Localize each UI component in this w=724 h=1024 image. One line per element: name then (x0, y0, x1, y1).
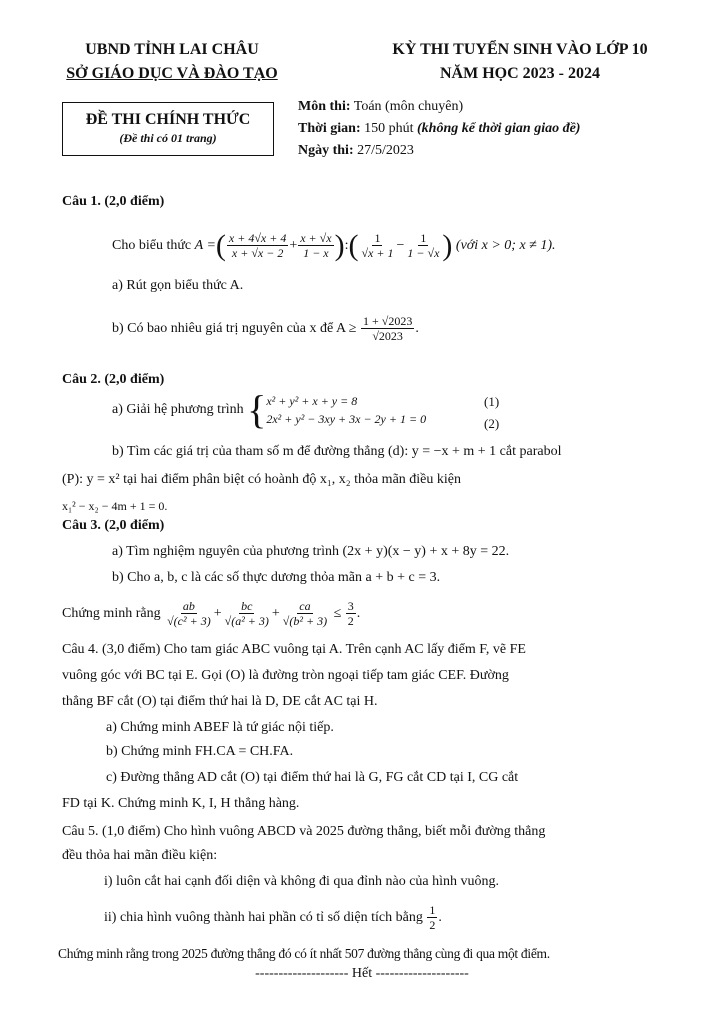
q2-b-line3: x₁² − x₂ − 4m + 1 = 0. (62, 499, 168, 513)
q1-b-text: b) Có bao nhiêu giá trị nguyên của x để A ≥ (112, 321, 357, 336)
q2-a-text: a) Giải hệ phương trình (112, 402, 244, 418)
q4-part-b: b) Chứng minh FH.CA = CH.FA. (106, 744, 294, 759)
q4-part-a: a) Chứng minh ABEF là tứ giác nội tiếp. (106, 720, 334, 735)
q1-part-b: b) Có bao nhiêu giá trị nguyên của x để A ≥ $\frac{1 + √2023}{√2023}$ . (112, 314, 419, 344)
q1-part-a: a) Rút gọn biểu thức A. (112, 278, 244, 293)
school-year: NĂM HỌC 2023 - 2024 (440, 65, 600, 82)
q1-intro: Cho biểu thức (112, 238, 192, 253)
q4-part-c1: c) Đường thẳng AD cắt (O) tại điểm thứ hai là G, FG cắt CD tại I, CG cắt (106, 770, 519, 785)
subject-value: Toán (môn chuyên) (353, 99, 464, 114)
q5-line1: Câu 5. (1,0 điểm) Cho hình vuông ABCD và 2025 đường thẳng, biết mỗi đường thẳng (62, 824, 546, 839)
header-right (350, 38, 690, 86)
exam-title: KỲ THI TUYỂN SINH VÀO LỚP 10 (392, 41, 648, 58)
q5-cond-i: i) luôn cắt hai cạnh đối diện và không đi qua đỉnh nào của hình vuông. (104, 874, 500, 889)
q2-part-a: a) Giải hệ phương trình { x² + y² + x + y = 8 2x² + y² − 3xy + 3x − 2y + 1 = 0 (112, 387, 427, 432)
header-left (52, 38, 292, 86)
q1-title: Câu 1. (2,0 điểm) (62, 194, 165, 209)
q5-cond-ii-text: ii) chia hình vuông thành hai phần có tỉ số diện tích bằng (104, 910, 423, 925)
exam-meta (298, 96, 580, 162)
official-exam-box (62, 102, 274, 156)
q3-prove-text: Chứng minh rằng (62, 606, 161, 621)
q1-condition: (với x > 0; x ≠ 1). (455, 238, 556, 253)
date-value: 27/5/2023 (357, 143, 414, 158)
department-name: SỞ GIÁO DỤC VÀ ĐÀO TẠO (66, 65, 278, 82)
q5-line2: đều thỏa hai mãn điều kiện: (62, 848, 218, 863)
page-count-note: (Đề thi có 01 trang) (119, 131, 217, 145)
q4-line2: vuông góc với BC tại E. Gọi (O) là đường tròn ngoại tiếp tam giác CEF. Đường (62, 668, 509, 683)
q1-b-denominator: √2023 (372, 329, 403, 344)
q3-inequality: Chứng minh rằng $\frac{ab}{\text{√(c² + 3)}}$ + $\frac{bc}{\text{√(a² + 3)}}$ + $\frac{ca}{\text{√(b² + 3)}}$ ≤ $\frac{3}{2}$ . (62, 599, 361, 629)
q5-conclusion: Chứng minh rằng trong 2025 đường thẳng đó có ít nhất 507 đường thẳng cùng đi qua một điểm. (58, 946, 550, 961)
q3-part-a: a) Tìm nghiệm nguyên của phương trình (2x + y)(x − y) + x + 8y = 22. (112, 544, 510, 559)
time-label: Thời gian: (298, 121, 361, 136)
q5-cond-ii: ii) chia hình vuông thành hai phần có tỉ số diện tích bằng $\frac{1}{2}$ . (104, 903, 442, 933)
q3-part-b: b) Cho a, b, c là các số thực dương thỏa mãn a + b + c = 3. (112, 570, 441, 585)
q3-title: Câu 3. (2,0 điểm) (62, 518, 165, 533)
end-marker: -------------------- Hết -------------------- (255, 966, 469, 981)
official-label: ĐỀ THI CHÍNH THỨC (85, 111, 251, 128)
q2-tag1: (1) (484, 394, 500, 409)
q2-eq2: 2x² + y² − 3xy + 3x − 2y + 1 = 0 (266, 412, 427, 426)
time-value: 150 phút (364, 121, 414, 136)
q4-line3: thẳng BF cắt (O) tại điểm thứ hai là D, DE cắt AC tại H. (62, 694, 378, 709)
q4-part-c2: FD tại K. Chứng minh K, I, H thẳng hàng. (62, 796, 300, 811)
date-label: Ngày thi: (298, 143, 354, 158)
q2-tag2: (2) (484, 416, 500, 431)
province-name: UBND TỈNH LAI CHÂU (85, 41, 259, 58)
q2-b-line1: b) Tìm các giá trị của tham số m để đường thẳng (d): y = −x + m + 1 cắt parabol (112, 444, 562, 459)
time-note: (không kể thời gian giao đề) (417, 121, 581, 136)
q2-b-line2: (P): y = x² tại hai điểm phân biệt có hoành độ x₁, x₂ thỏa mãn điều kiện (62, 472, 461, 487)
q2-eq1: x² + y² + x + y = 8 (266, 394, 358, 408)
q2-title: Câu 2. (2,0 điểm) (62, 372, 165, 387)
q4-line1: Câu 4. (3,0 điểm) Cho tam giác ABC vuông tại A. Trên cạnh AC lấy điểm F, vẽ FE (62, 642, 526, 657)
q1-b-numerator: 1 + √2023 (362, 314, 413, 329)
q1-expression: Cho biểu thức A =( $\frac{x + 4√x + 4}{x + √x - 2}$ + $\frac{x + √x}{1 - x}$ ):( $\frac{1}{√x + 1}$ − $\frac{1}{1 - √x}$ ) (với x > 0; x ≠ 1). (112, 228, 556, 262)
subject-label: Môn thi: (298, 99, 351, 114)
